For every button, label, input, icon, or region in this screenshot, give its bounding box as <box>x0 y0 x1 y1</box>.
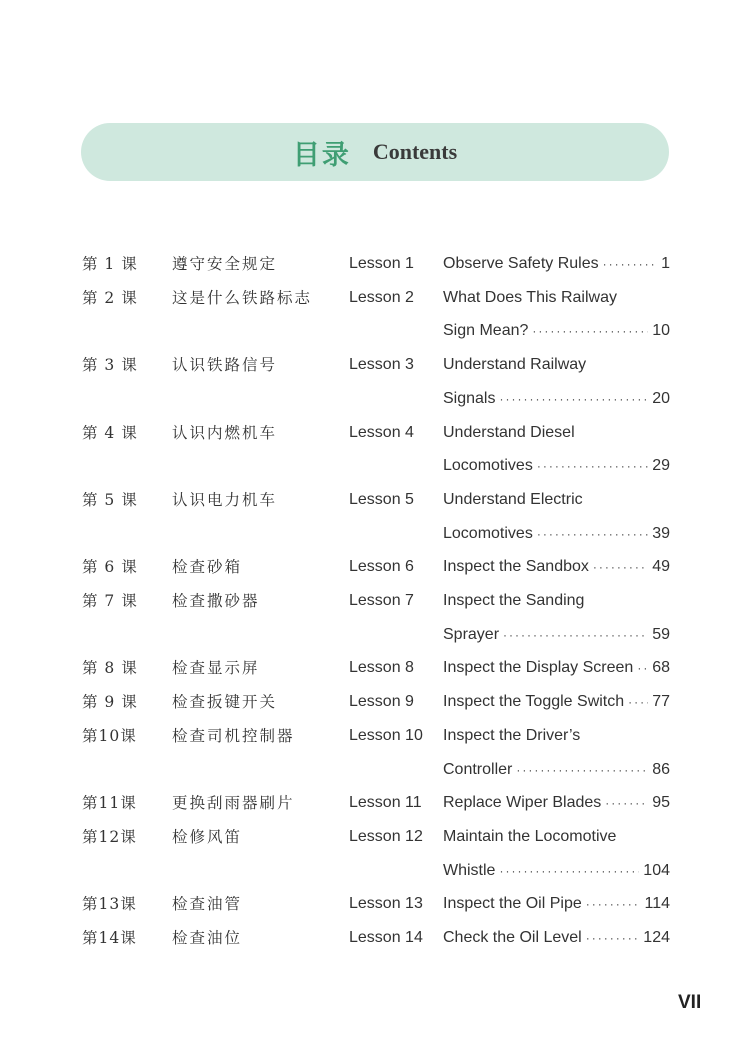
lesson-title-en-line: Understand Diesel <box>443 423 575 441</box>
lesson-title-zh: 检修风笛 <box>172 827 243 846</box>
lesson-number: 第13课 <box>82 895 137 914</box>
lesson-page-number: 68 <box>652 659 670 677</box>
toc-entry-link[interactable] <box>443 887 670 921</box>
lesson-title-en: Check the Oil Level <box>443 929 582 946</box>
lesson-label: Lesson 1 <box>349 255 414 272</box>
lesson-title-en: Inspect the Toggle Switch <box>443 693 625 711</box>
lesson-title-zh: 检查扳键开关 <box>172 693 278 712</box>
dot-leader <box>586 887 641 921</box>
lesson-page-number: 49 <box>652 558 670 576</box>
lesson-page-number: 1 <box>661 255 670 272</box>
lesson-title-zh: 检查砂箱 <box>172 558 243 577</box>
toc-entry-link[interactable] <box>443 449 670 483</box>
lesson-label: Lesson 14 <box>349 929 423 946</box>
dot-leader <box>593 550 648 584</box>
lesson-title-en-line: What Does This Railway <box>443 288 617 306</box>
lesson-number: 第14课 <box>82 929 137 947</box>
dot-leader <box>532 314 648 348</box>
lesson-page-number: 10 <box>652 322 670 340</box>
lesson-page-number: 104 <box>643 861 670 879</box>
lesson-label: Lesson 12 <box>349 827 423 845</box>
toc-entry-link[interactable] <box>443 550 670 584</box>
lesson-number: 第 5 课 <box>82 490 138 509</box>
toc-entry-link[interactable] <box>443 517 670 551</box>
dot-leader <box>603 247 657 281</box>
lesson-label: Lesson 4 <box>349 423 414 441</box>
dot-leader <box>516 753 648 787</box>
lesson-number: 第 3 课 <box>82 356 138 375</box>
toc-entry-link[interactable] <box>443 685 670 719</box>
lesson-title-zh: 认识电力机车 <box>172 490 278 509</box>
lesson-label: Lesson 6 <box>349 558 414 576</box>
lesson-title-en-line: Inspect the Driver’s <box>443 726 581 744</box>
lesson-title-en: Inspect the Oil Pipe <box>443 895 582 913</box>
lesson-label: Lesson 2 <box>349 288 414 306</box>
lesson-title-en: Replace Wiper Blades <box>443 794 602 812</box>
lesson-title-en: Locomotives <box>443 524 533 542</box>
lesson-page-number: 77 <box>652 693 670 711</box>
lesson-title-zh: 检查撒砂器 <box>172 592 260 610</box>
dot-leader <box>605 786 648 820</box>
dot-leader <box>637 651 648 685</box>
lesson-label: Lesson 5 <box>349 490 414 508</box>
lesson-title-zh: 认识内燃机车 <box>172 423 278 442</box>
dot-leader <box>503 618 648 652</box>
lesson-page-number: 20 <box>652 389 670 407</box>
lesson-number: 第 9 课 <box>82 693 138 712</box>
lesson-label: Lesson 9 <box>349 693 414 711</box>
lesson-label: Lesson 10 <box>349 726 423 744</box>
lesson-label: Lesson 13 <box>349 895 423 913</box>
lesson-title-en: Whistle <box>443 861 496 879</box>
lesson-number: 第12课 <box>82 827 137 846</box>
dot-leader <box>537 449 648 483</box>
lesson-label: Lesson 7 <box>349 592 414 609</box>
lesson-label: Lesson 11 <box>349 794 422 812</box>
contents-title-zh: 目录 <box>292 139 351 171</box>
lesson-title-en: Locomotives <box>443 457 533 475</box>
lesson-title-zh: 这是什么铁路标志 <box>172 288 313 307</box>
lesson-page-number: 114 <box>644 895 670 913</box>
lesson-number: 第 8 课 <box>82 659 138 678</box>
lesson-page-number: 59 <box>652 625 670 643</box>
lesson-title-en: Signals <box>443 389 496 407</box>
contents-title-en: Contents <box>372 139 458 164</box>
toc-entry-link[interactable] <box>443 921 670 955</box>
dot-leader <box>537 517 648 551</box>
dot-leader <box>499 382 648 416</box>
contents-banner <box>81 123 669 181</box>
lesson-number: 第 7 课 <box>82 592 138 610</box>
lesson-page-number: 124 <box>643 929 670 946</box>
lesson-title-en: Inspect the Display Screen <box>443 659 634 677</box>
lesson-number: 第 4 课 <box>82 423 138 442</box>
lesson-title-zh: 更换刮雨器刷片 <box>172 794 295 813</box>
toc-entry-link[interactable] <box>443 382 670 416</box>
lesson-label: Lesson 8 <box>349 659 414 677</box>
lesson-page-number: 39 <box>652 524 670 542</box>
toc-entry-link[interactable] <box>443 247 670 281</box>
lesson-title-en: Sign Mean? <box>443 322 529 340</box>
lesson-title-en-line: Understand Electric <box>443 490 583 508</box>
lesson-title-zh: 检查油管 <box>172 895 243 914</box>
dot-leader <box>499 854 639 888</box>
toc-entry-link[interactable] <box>443 786 670 820</box>
dot-leader <box>628 685 648 719</box>
toc-entry-link[interactable] <box>443 314 670 348</box>
lesson-title-zh: 检查司机控制器 <box>172 726 295 745</box>
toc-entry-link[interactable] <box>443 618 670 652</box>
lesson-title-en: Controller <box>443 760 513 778</box>
lesson-number: 第 2 课 <box>82 288 138 307</box>
lesson-title-zh: 遵守安全规定 <box>172 255 278 273</box>
toc-entry-link[interactable] <box>443 753 670 787</box>
lesson-page-number: 29 <box>652 457 670 475</box>
dot-leader <box>586 921 640 955</box>
lesson-title-en-line: Maintain the Locomotive <box>443 827 617 845</box>
lesson-title-en: Observe Safety Rules <box>443 255 599 272</box>
lesson-title-zh: 认识铁路信号 <box>172 356 278 375</box>
toc-entry-link[interactable] <box>443 651 670 685</box>
lesson-title-zh: 检查显示屏 <box>172 659 260 678</box>
lesson-label: Lesson 3 <box>349 356 414 374</box>
lesson-page-number: 86 <box>652 760 670 778</box>
lesson-title-en: Sprayer <box>443 625 500 643</box>
lesson-page-number: 95 <box>652 794 670 812</box>
lesson-number: 第10课 <box>82 726 137 745</box>
lesson-title-en-line: Inspect the Sanding <box>443 592 585 609</box>
lesson-title-en-line: Understand Railway <box>443 356 587 374</box>
lesson-number: 第 1 课 <box>82 255 138 273</box>
page-number: VII <box>678 992 702 1013</box>
lesson-title-en: Inspect the Sandbox <box>443 558 589 576</box>
lesson-title-zh: 检查油位 <box>172 929 243 947</box>
lesson-number: 第11课 <box>82 794 137 813</box>
lesson-number: 第 6 课 <box>82 558 138 577</box>
toc-entry-link[interactable] <box>443 854 670 888</box>
